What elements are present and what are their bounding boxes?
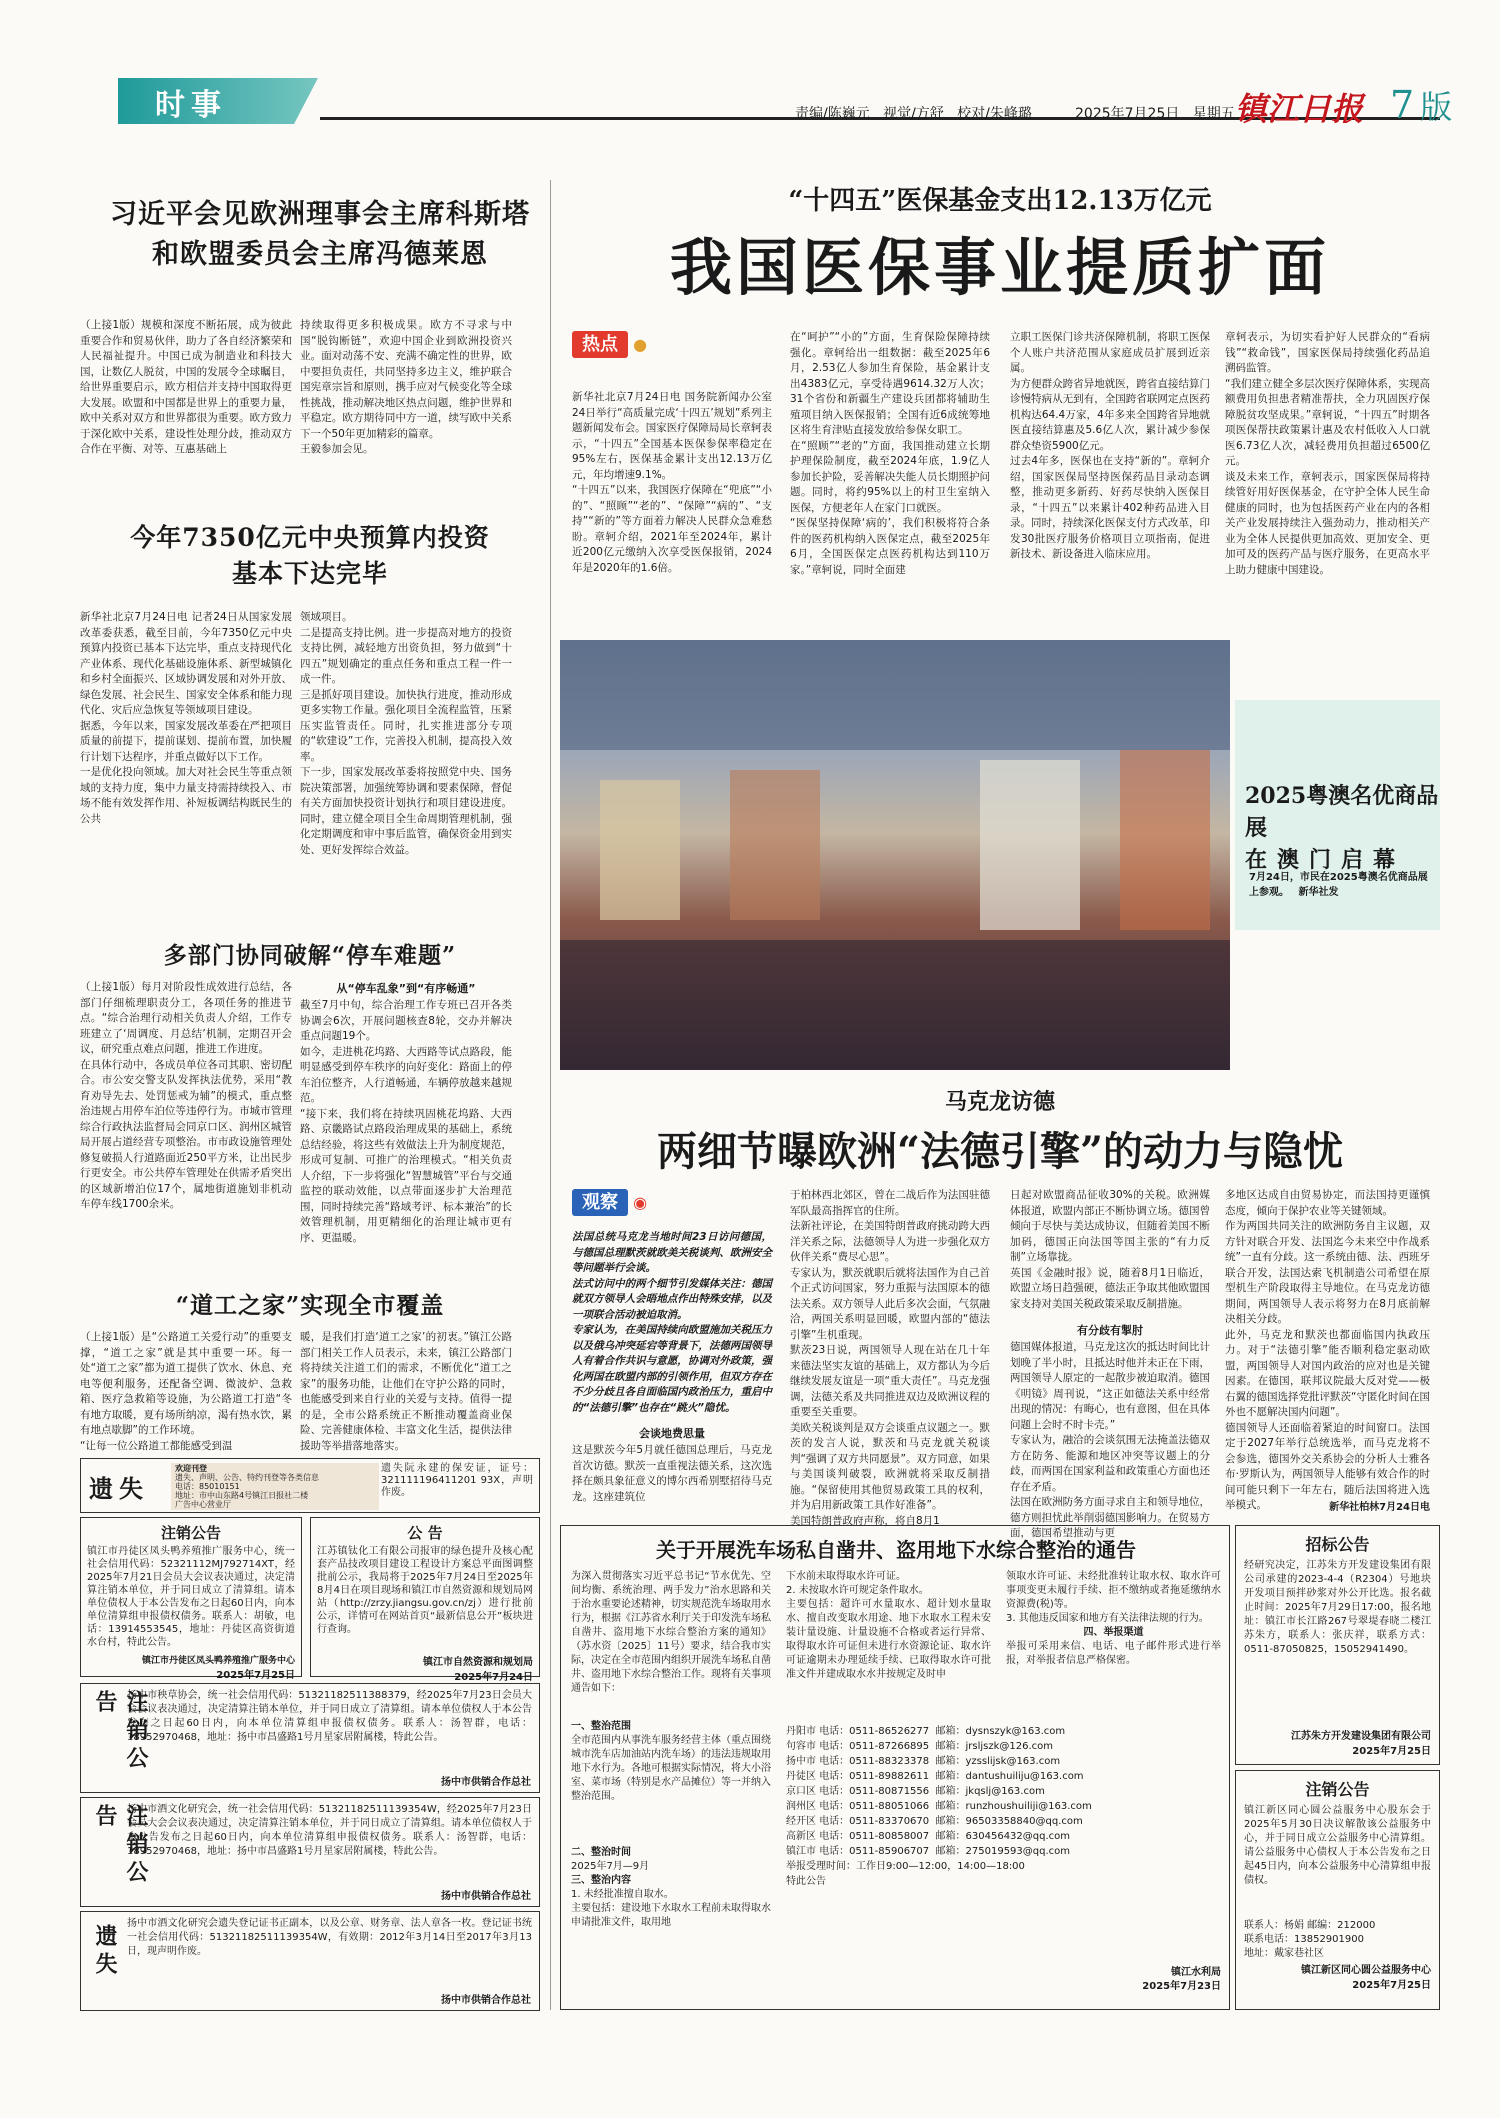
contact-row: 丹徒区 电话：0511-89882611 邮箱：dantushuiliju@163.com	[786, 1771, 1084, 1782]
lost-ad-title: 遗失	[89, 1474, 149, 1503]
medical-tag	[572, 330, 647, 356]
lost2-label: 遗失	[92, 1924, 117, 1980]
water-col2: 下水前未取得取水许可证。 2. 未按取水许可规定条件取水。 主要包括：超许可水量取水、超计划水量取水、擅自改变取水用途、地下水取水工程未安装计量设施、计量设施不合格或者运行异常、取得取水许可证但未进行水资源论证、取水许可证逾期未办理延续手续、已取得取水许可批准文件并建成取水水井按规定及时申	[786, 1571, 991, 1680]
notice-dantu: 注销公告 镇江市丹徒区凤头鸭养殖推广服务中心，统一社会信用代码：52321112MJ792714XT，经2025年7月21日会员大会议表决通过，决定清算注销本单位，并于同日成立了清算组。请本单位债权人于本公告发布之日起60日内，向本单位清算组申报债权债务。联系人：胡敏，电话：13914553545，地址：丹徒区高资街道水台村，特此公告。 镇江市丹徒区凤头鸭养殖推广服务中心 2025年7月25日	[80, 1517, 302, 1677]
expo-caption-box	[1235, 700, 1440, 930]
xi-headline: 习近平会见欧洲理事会主席科斯塔 和欧盟委员会主席冯德莱恩	[110, 199, 530, 270]
contact-row: 句容市 电话：0511-87266895 邮箱：jrsljszk@126.com	[786, 1741, 1054, 1752]
notice-bid: 招标公告 经研究决定，江苏朱方开发建设集团有限公司承建的2023-4-4（R2304）号地块开发项目预拌砂浆对外公开比选。报名截止时间：2025年7月29日17:00，报名地址：镇江市长江路267号翠堤春晓二楼江苏朱方，联系人：张庆祥，联系方式：0511-87050825，15052941490。 江苏朱方开发建设集团有限公司 2025年7月25日	[1235, 1525, 1440, 1765]
contact-row: 润州区 电话：0511-88051066 邮箱：runzhoushuiliji@163.com	[786, 1801, 1092, 1812]
medical-col3: 立职工医保门诊共济保障机制，将职工医保个人账户共济范围从家庭成员扩展到近亲属。 为方便群众跨省异地就医，跨省直接结算门诊慢特病从无到有，全国跨省联网定点医药机构达64.4万家，4年多来全国跨省异地就医直接结算惠及5.6亿人次，累计减少参保群众垫资5900亿元。 过去4年多，医保也在支持“新的”。章轲介绍，国家医保局坚持医保药品目录动态调整，推动更多新药、好药尽快纳入医保目录，“十四五”以来累计402种药品进入目录。同时，持续深化医保支付方式改革，印发30批医疗服务价格项目立项指南，促进新技术、新设备进入临床应用。	[1010, 331, 1210, 560]
water-scope: 全市范围内从事洗车服务经营主体（重点围绕城市洗车店加油站内洗车场）的违法违规取用地下水行为。各地可根据实际情况，将大小浴室、菜市场（特别是水产品摊位）等一并纳入整治范围。	[571, 1735, 771, 1802]
macron-kicker: 马克龙访德	[944, 1089, 1055, 1115]
lost-ad-box: 欢迎刊登 遗失、声明、公告、特约刊登等各类信息 电话：85010151 地址：市中山东路4号镇江日报社二楼 广告中心营业厅	[171, 1463, 379, 1510]
notice-water	[560, 1525, 1230, 2010]
eye-icon: ◉	[633, 1193, 648, 1212]
parking-subhead: 从“停车乱象”到“有序畅通”	[336, 982, 476, 995]
notice-xinqu: 注销公告 镇江新区同心圆公益服务中心股东会于2025年5月30日决议解散该公益服务中心，并于同日成立公益服务中心清算组。请公益服务中心债权人于本公告发布之日起45日内，向本公益服务中心清算组申报债权。 联系人：杨娟 邮编：212000 联系电话：13852901900 地址：戴家巷社区 镇江新区同心圆公益服务中心 2025年7月25日	[1235, 1770, 1440, 2010]
water-intro: 为深入贯彻落实习近平总书记“节水优先、空间均衡、系统治理、两手发力”治水思路和关于治水重要论述精神，切实规范洗车场取用水行为，根据《江苏省水利厅关于印发洗车场私自凿井、盗用地下水综合整治方案的通知》（苏水资〔2025〕11号）要求，结合我市实际，决定在全市范围内组织开展洗车场私自凿井、盗用地下水综合整治工作。现将有关事项通告如下：	[571, 1571, 771, 1694]
water-hours: 举报受理时间：工作日9:00—12:00，14:00—18:00	[786, 1861, 1025, 1872]
macron-col3b: 德国媒体报道，马克龙这次的抵达时间比计划晚了半小时，且抵达时他并未正在下雨，两国领导人原定的一起散步被迫取消。德国《明镜》周刊说，“这正如德法关系中经常出现的情况：有晦心，也有意图，但在具体问题上会时不时卡壳。” 专家认为，融洽的会谈氛围无法掩盖法德双方在防务、能源和地区冲突等议题上的分歧，而两国在国家利益和政策重心方面也还存在矛盾。 法国在欧洲防务方面寻求自主和领导地位，德方则担忧此举削弱德国影响力。在贸易方面，德国希望推动与更	[1010, 1341, 1210, 1539]
water-title: 关于开展洗车场私自凿井、盗用地下水综合整治的通告	[656, 1538, 1136, 1562]
water-closing: 特此公告	[786, 1876, 826, 1887]
hot-tag: 热点	[572, 331, 628, 358]
medical-col1: 新华社北京7月24日电 国务院新闻办公室24日举行“高质量完成‘十四五’规划”系列主题新闻发布会。国家医疗保障局局长章轲表示，“十四五”全国基本医保参保率稳定在95%左右，医保基金累计支出12.13万亿元，年均增速9.1%。 “十四五”以来，我国医疗保障在“兜底”“小的”、“照顾”“老的”、“保障”“病的”、“支持”“新的”等方面着力解决人民群众急难愁盼。章轲介绍，2021年至2024年，累计近200亿元缴纳入次享受医保报销，2024年是2020年的1.6倍。	[572, 391, 772, 574]
medical-kicker: “十四五”医保基金支出12.13万亿元	[788, 186, 1212, 216]
notice-land: 公 告 江苏镇钛化工有限公司报审的绿色提升及核心配套产品技改项目建设工程设计方案总平面图调整批前公示，我局将于2025年7月24日至2025年8月4日在项目现场和镇江市自然资源和规划局网站（http://zrzy.jiangsu.gov.cn/zj）进行批前公示，详情可在网站首页“最新信息公开”板块进行查询。 镇江市自然资源和规划局 2025年7月24日	[310, 1517, 540, 1677]
lost-ad-item: 遗失阮永建的保安证，证号：321111196411201 93X，声明作废。	[381, 1463, 533, 1498]
water-time-head: 二、整治时间	[571, 1847, 631, 1858]
contact-row: 丹阳市 电话：0511-86526277 邮箱：dysnszyk@163.com	[786, 1726, 1066, 1737]
contact-row: 经开区 电话：0511-83370670 邮箱：96503358840@qq.com	[786, 1816, 1083, 1827]
lightbulb-icon: ●	[633, 335, 648, 354]
parking-col1: （上接1版）每月对阶段性成效进行总结，各部门仔细梳理职责分工，各项任务的推进节点。“综合治理行动相关负责人介绍，工作专班建立了‘周调度、月总结’机制，定期召开会议，研究重点难点问题，推进工作进度。 在具体行动中，各成员单位各司其职、密切配合。市公安交警支队发挥执法优势，采用“教育劝导先去、处罚惩戒为辅”的模式，重点整治违规占用停车泊位等违停行为。市城市管理综合行政执法监督局会同京口区、润州区城管局开展占道经营专项整治。市市政设施管理处修复破损人行道路面近250平方米，让出民步行更安全。市公共停车管理处在供需矛盾突出的区域新增泊位17个，属地街道施划非机动车停车线1700余米。	[80, 981, 292, 1210]
water-report: 举报可采用来信、电话、电子邮件形式进行举报，对举报者信息严格保密。	[1006, 1641, 1221, 1666]
expo-caption: 7月24日，市民在2025粤澳名优商品展上参观。 新华社发	[1249, 872, 1428, 898]
road-headline: “道工之家”实现全市覆盖	[175, 1292, 445, 1319]
visual-credit: 视觉/方舒	[883, 106, 944, 122]
macron-tag	[572, 1188, 647, 1214]
section-title: 时事	[155, 88, 227, 123]
macron-credit: 新华社柏林7月24日电	[1329, 1502, 1430, 1513]
lost-ad	[80, 1458, 540, 1513]
road-col1: （上接1版）是“公路道工关爱行动”的重要支撑，“道工之家”就是其中重要一环。每一处“道工之家”都为道工提供了饮水、休息、充电等便利服务，还配备空调、微波炉、急救箱、医疗急救箱等设施，为公路道工打造“冬有地方取暖，夏有场所纳凉，渴有热水饮，累有地点歇脚”的工作环境。 “让每一位公路道工都能感受到温	[80, 1331, 292, 1452]
editor-credit: 责编/陈巍元	[795, 106, 870, 122]
macron-subhead1: 会谈地费思量	[639, 1427, 705, 1440]
cancel1-label: 注销公告	[92, 1690, 148, 1774]
invest-col2: 领域项目。 二是提高支持比例。进一步提高对地方的投资支持比例，减轻地方出资负担，努力做到“十四五”规划确定的重点任务和重点工程一件一成一件。 三是抓好项目建设。加快执行进度，推动形成更多实物工作量。强化项目全流程监管，压紧压实监管责任。同时，扎实推进部分专项的“软建设”工作，完善投入机制，提高投入效率。 下一步，国家发展改革委将按照党中央、国务院决策部署，加强统筹协调和要素保障，督促有关方面加快投资计划执行和项目建设进度。同时，建立健全项目全生命周期管理机制，强化定期调度和审中事后监管，确保资金用到实处、更好发挥综合效益。	[300, 611, 512, 856]
notice-cancel1: 注销公告 扬中市秧草协会，统一社会信用代码：51321182511388379，经2025年7月23日会员大会会议表决通过，决定清算注销本单位，并于同日成立了清算组。请本单位债权人于本公告发布之日起60日内，向本单位清算组申报债权债务。联系人：汤智群，电话：18952970468，地址：扬中市昌盛路1号月星家居附属楼，特此公告。 扬中市供销合作总社	[80, 1683, 540, 1793]
parking-headline: 多部门协同破解“停车难题”	[163, 942, 457, 969]
medical-headline: 我国医保事业提质扩面	[669, 231, 1330, 304]
newspaper-logo: 镇江日报	[1235, 90, 1364, 128]
medical-col2: 在“呵护”“小的”方面，生育保险保障持续强化。章轲给出一组数据：截至2025年6月，2.53亿人参加生育保险，基金累计支出4383亿元，享受待遇9614.32万人次；31个省份和新疆生产建设兵团都将辅助生殖项目纳入医保报销；全国有近6成统筹地区将生育津贴直接发放给参保女职工。 在“照顾”“老的”方面，我国推动建立长期护理保险制度，截至2024年底，1.9亿人参加长护险，妥善解决失能人员长期照护问题。同时，将约95%以上的村卫生室纳入医保，方便老年人在家门口就医。 “医保坚持保障‘病的’，我们积极将符合条件的医药机构纳入医保定点，截至2025年6月，全国医保定点医药机构达到110万家。”章轲说，同时全面建	[790, 331, 990, 576]
header-date	[1075, 103, 1235, 123]
header-credits	[795, 103, 1032, 123]
water-col3: 领取水许可证、未经批准转让取水权、取水许可事项变更未履行手续、拒不缴纳或者拖延缴纳水资源费(税)等。 3. 其他违反国家和地方有关法律法规的行为。	[1006, 1571, 1221, 1624]
water-report-head: 四、举报渠道	[1083, 1627, 1144, 1638]
macron-col4: 多地区达成自由贸易协定，而法国持更谨慎态度，倾向于保护农业等关键领域。 作为两国共同关注的欧洲防务自主议题，双方针对联合开发、法国迄今未来空中作战系统”一直有分歧。这一系统由德、法、西班牙联合开发，法国达索飞机制造公司希望在原型机生产阶段取得主导地位。在马克龙访德期间，两国领导人表示将努力在8月底前解决相关分歧。 此外，马克龙和默茨也都面临国内执政压力。对于“法德引擎”能否顺利稳定驱动欧盟，两国领导人对国内政治的应对也是关键因素。在德国，联邦议院最大反对党——极右翼的德国选择党批评默茨“守匿化时间在国外也不愿解决国内问题”。 德国领导人还面临着紧迫的时间窗口。法国定于2027年举行总统选举，而马克龙将不会参选，德国外交关系协会的分析人士雅各布·罗斯认为，两国领导人能够有效合作的时间可能只剩下一年左右，随后法国将进入选举模式。	[1225, 1189, 1430, 1511]
notice-lost2: 遗失 扬中市酒文化研究会遗失登记证书正副本，以及公章、财务章、法人章各一枚。登记证书统一社会信用代码：51321182511139354W，有效期：2012年3月14日至2017年3月13日，现声明作废。 扬中市供销合作总社	[80, 1911, 540, 2011]
contact-row: 扬中市 电话：0511-88323378 邮箱：yzsslijsk@163.com	[786, 1756, 1061, 1767]
proof-credit: 校对/朱峰璐	[957, 106, 1032, 122]
xi-col2: 持续取得更多积极成果。欧方不寻求与中国“脱钩断链”，欢迎中国企业到欧洲投资兴业。面对动荡不安、充满不确定性的世界，欧中要担负责任，共同坚持多边主义，维护联合国宪章宗旨和原则，携手应对气候变化等全球性挑战，推动解决地区热点问题，维护世界和平稳定。欧方期待同中方一道，续写欧中关系下一个50年更加精彩的篇章。 王毅参加会见。	[300, 319, 512, 455]
macron-subhead2: 有分歧有掣肘	[1077, 1324, 1143, 1337]
masthead	[0, 0, 1500, 130]
water-scope-head: 一、整治范围	[571, 1721, 631, 1732]
expo-photo	[560, 640, 1230, 1070]
issue-date: 2025年7月25日	[1075, 106, 1180, 122]
water-content-head: 三、整治内容	[571, 1875, 631, 1886]
observe-tag: 观察	[572, 1189, 628, 1216]
medical-col4: 章轲表示，为切实看护好人民群众的“看病钱”“救命钱”，国家医保局持续强化药品追溯码监管。 “我们建立健全多层次医疗保障体系，实现高额费用负担患者精准帮扶，全力巩固医疗保障脱贫攻坚成果。”章轲说，“十四五”时期各项医保帮扶政策累计惠及农村低收入人口就医6.73亿人次，减轻费用负担超过6500亿元。 谈及未来工作，章轲表示，国家医保局将持续管好用好医保基金，在守护全体人民生命健康的同时，也为包括医药产业在内的各相关产业发展持续注入强劲动力，推动相关产业为全体人民提供更加高效、更加安全、更加可及的医药产品与医疗服务，在更高水平上助力健康中国建设。	[1225, 331, 1430, 576]
expo-photo-scene	[560, 640, 1230, 1070]
invest-col1: 新华社北京7月24日电 记者24日从国家发展改革委获悉，截至目前，今年7350亿元中央预算内投资已基本下达完毕，重点支持现代化产业体系、现代化基础设施体系、新型城镇化和乡村全面振兴、区域协调发展和对外开放、绿色发展、社会民生、国家安全体系和能力现代化、灾后应急恢复等领域项目建设。 据悉，今年以来，国家发展改革委在严把项目质量的前提下，提前谋划、提前布置，加快履行计划下达程序，并重点做好以下工作。 一是优化投向领域。加大对社会民生等重点领域的支持力度，集中力量支持需持续投入、市场不能有效发挥作用、补短板调结构既民生的公共	[80, 611, 292, 825]
notice-cancel2: 注销公告 扬中市酒文化研究会，统一社会信用代码：51321182511139354W，经2025年7月23日会员大会会议表决通过，决定清算注销本单位，并于同日成立了清算组。请本单位债权人于本公告发布之日起60日内，向本单位清算组申报债权债务。联系人：汤智群，电话：18952970468，地址：扬中市昌盛路1号月星家居附属楼，特此公告。 扬中市供销合作总社	[80, 1797, 540, 1907]
macron-col1b: 这是默茨今年5月就任德国总理后，马克龙首次访德。默茨一直重视法德关系，这次选择在颇具象征意义的博尔西希别墅招待马克龙。这座建筑位	[572, 1444, 772, 1503]
contact-row: 高新区 电话：0511-80858007 邮箱：630456432@qq.com	[786, 1831, 1071, 1842]
parking-col2: 截至7月中旬，综合治理工作专班已召开各类协调会6次，开展问题核查8轮，交办并解决重点问题19个。 如今，走进桃花坞路、大西路等试点路段，能明显感受到停车秩序的向好变化：路面上的停车泊位整齐，人行道畅通，车辆停放越来越规范。 “接下来，我们将在持续巩固桃花坞路、大西路、京畿路试点路段治理成果的基础上，系统总结经验，将这些有效做法上升为制度规范，形成可复制、可推广的治理模式。“相关负责人介绍，下一步将强化“智慧城管”平台与交通监控的联动效能，以点带面逐步扩大治理范围，同时持续完善“路域考评、标本兼治”的长效管理机制，用更精细化的治理让城市更有序、更温暖。	[300, 999, 512, 1244]
issue-weekday: 星期五	[1192, 106, 1235, 122]
water-signer: 镇江水利局 2025年7月23日	[1142, 1967, 1221, 1992]
page-number: 7 版	[1390, 83, 1453, 127]
water-time: 2025年7月—9月	[571, 1861, 650, 1872]
cancel2-label: 注销公告	[92, 1804, 148, 1888]
expo-title: 2025粤澳名优商品展 在澳门启幕	[1245, 783, 1439, 873]
macron-col2: 于柏林西北郊区，曾在二战后作为法国驻德军队最高指挥官的住所。 法新社评论，在美国特朗普政府挑动跨大西洋关系之际，法德领导人为进一步强化双方伙伴关系“费尽心思”。 专家认为，默茨就职后就将法国作为自己首个正式访问国家，努力重振与法国原本的德法关系。双方领导人此后多次会面，气氛融洽，两国关系明显回暖，欧盟内部的“德法引擎”生机重现。 默茨23日说，两国领导人现在站在几十年来德法坚实友谊的基础上，双方都认为今后继续发展友谊是一项“重大责任”。马克龙强调，法德关系及共同推进双边及欧洲议程的重要至关重要。 美欧关税谈判是双方会谈重点议题之一。默茨的发言人说，默茨和马克龙就关税谈判“强调了双方共同愿景”。双方同意，如果与美国谈判破裂，欧洲就将采取反制措施。“保留使用其他贸易政策工具的权利，并为启用新政策工具作好准备”。 美国特朗普政府声称，将自8月1	[790, 1189, 990, 1527]
invest-headline: 今年7350亿元中央预算内投资 基本下达完毕	[130, 523, 490, 588]
water-content: 1. 未经批准擅自取水。 主要包括：建设地下水取水工程前未取得取水申请批准文件，取用地	[571, 1889, 771, 1928]
contact-row: 京口区 电话：0511-80871556 邮箱：jkqslj@163.com	[786, 1786, 1045, 1797]
column-divider	[550, 180, 551, 2010]
macron-headline: 两细节曝欧洲“法德引擎”的动力与隐忧	[656, 1128, 1343, 1175]
water-contacts	[786, 1724, 1226, 1889]
contact-row: 镇江市 电话：0511-85906707 邮箱：275019593@qq.com	[786, 1846, 1071, 1857]
macron-col3: 日起对欧盟商品征收30%的关税。欧洲媒体报道，欧盟内部正不断协调立场。德国曾倾向于尽快与美达成协议，但随着美国不断加码，德国正向法国等国主张的“有力反制”立场靠拢。 英国《金融时报》说，随着8月1日临近，欧盟立场日趋强硬，德法正争取其他欧盟国家支持对美国关税政策采取反制措施。	[1010, 1189, 1210, 1310]
xi-col1: （上接1版）规模和深度不断拓展，成为彼此重要合作和贸易伙伴，助力了各自经济繁荣和人民福祉提升。中国已成为制造业和科技大国，让数亿人脱贫，中国的发展令全球瞩目，给世界重要启示，欧方相信并支持中国取得更大发展。欧盟和中国都是世界上的重要力量，欧中关系对双方和世界都很为重要。欧方致力于深化欧中关系，建设性处理分歧，推动双方合作在平衡、对等、互惠基础上	[80, 319, 292, 455]
macron-lead: 法国总统马克龙当地时间23日访问德国，与德国总理默茨就欧美关税谈判、欧洲安全等问题举行会谈。 法式访问中的两个细节引发媒体关注：德国就双方领导人会晤地点作出特殊安排，以及一项联合活动被迫取消。 专家认为，在美国持续向欧盟施加关税压力以及俄乌冲突延宕等背景下，法德两国领导人有着合作共识与意愿，协调对外政策，强化两国在欧盟内部的引领作用，但双方存在不少分歧且各自面临国内政治压力，重启中的“法德引擎”也存在“跳火”隐忧。	[572, 1231, 772, 1414]
road-col2: 暖，是我们打造‘道工之家’的初衷。”镇江公路部门相关工作人员表示，未来，镇江公路部门将持续关注道工们的需求，不断优化“道工之家”的服务功能，让他们在守护公路的同时，也能感受到来自行业的关爱与支持。值得一提的是，全市公路系统正不断推动覆盖商业保险、完善健康体检、丰富文化生活，提供法律援助等举措落地落实。	[300, 1331, 512, 1452]
